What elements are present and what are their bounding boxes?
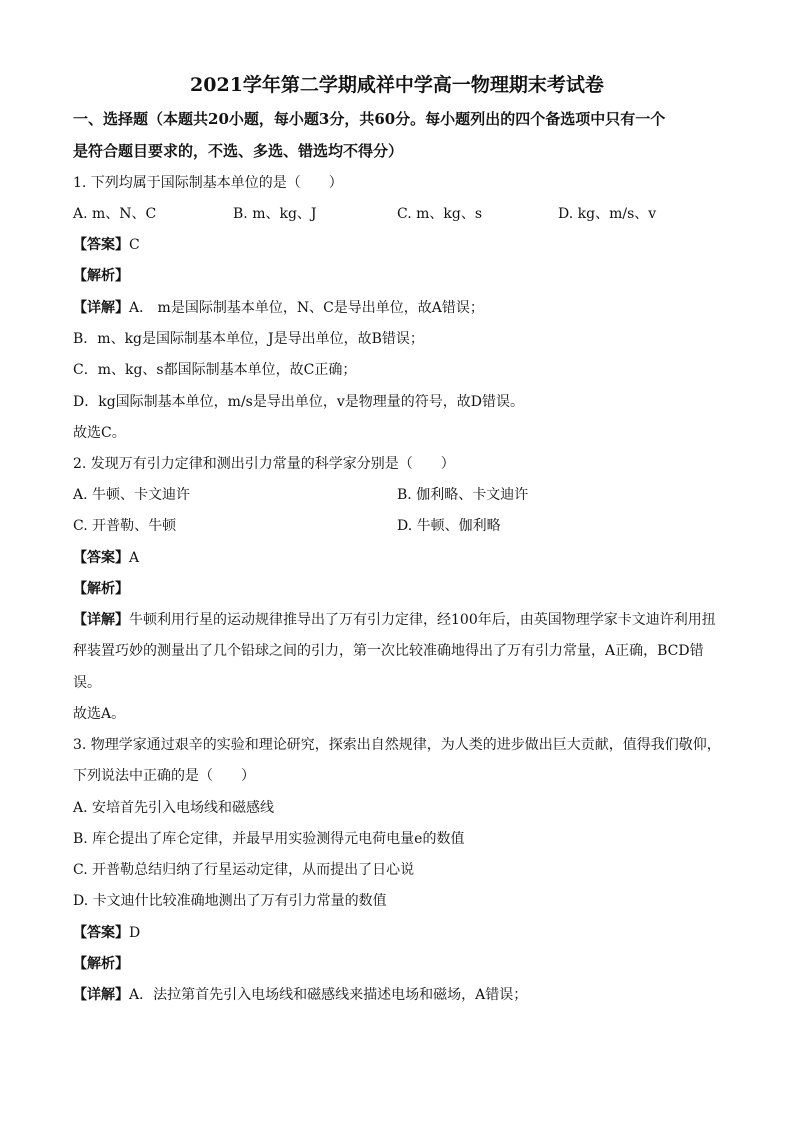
answer-value: D — [129, 925, 141, 941]
q2-option-c: C. 开普勒、牛顿 — [73, 518, 177, 534]
section-heading-line1: 一、选择题（本题共20小题，每小题3分，共60分。每小题列出的四个备选项中只有一个 — [73, 110, 666, 128]
q2-conclusion: 故选A。 — [73, 706, 126, 722]
q3-option-b: B. 库仑提出了库仑定律，并最早用实验测得元电荷电量e的数值 — [73, 831, 465, 847]
page-title: 2021学年第二学期咸祥中学高一物理期末考试卷 — [190, 74, 604, 96]
detail-tag: 【详解】 — [73, 987, 129, 1003]
q2-option-b: B. 伽利略、卡文迪许 — [397, 487, 529, 503]
q1-stem: 1. 下列均属于国际制基本单位的是（ ） — [73, 175, 343, 191]
section-heading-line2: 是符合题目要求的，不选、多选、错选均不得分） — [73, 142, 404, 160]
q1-detail-line: B．m、kg是国际制基本单位，J是导出单位，故B错误； — [73, 331, 424, 347]
detail-tag: 【详解】 — [73, 612, 129, 628]
detail-tag: 【详解】 — [73, 300, 129, 316]
detail-text: A． m是国际制基本单位，N、C是导出单位，故A错误； — [129, 300, 484, 316]
q3-answer — [73, 922, 140, 942]
q3-analysis-tag: 【解析】 — [73, 956, 129, 972]
q2-option-a: A. 牛顿、卡文迪许 — [73, 487, 191, 503]
q3-option-d: D. 卡文迪什比较准确地测出了万有引力常量的数值 — [73, 893, 387, 909]
q1-detail-line — [73, 297, 484, 317]
answer-value: A — [129, 550, 140, 566]
q1-conclusion: 故选C。 — [73, 425, 126, 441]
q2-detail-line — [73, 609, 716, 629]
answer-tag: 【答案】 — [73, 550, 129, 566]
q2-detail-line: 秤装置巧妙的测量出了几个铅球之间的引力，第一次比较准确地得出了万有引力常量，A正确，BCD错 — [73, 643, 704, 659]
q2-detail-line: 误。 — [73, 675, 101, 691]
q1-option-b: B. m、kg、J — [233, 206, 317, 222]
q1-option-c: C. m、kg、s — [397, 206, 483, 222]
detail-text: A．法拉第首先引入电场线和磁感线来描述电场和磁场，A错误； — [129, 987, 528, 1003]
answer-tag: 【答案】 — [73, 237, 129, 253]
q3-stem-line2: 下列说法中正确的是（ ） — [73, 768, 255, 784]
detail-text: 牛顿利用行星的运动规律推导出了万有引力定律，经100年后，由英国物理学家卡文迪许利用扭 — [129, 612, 716, 628]
q2-analysis-tag: 【解析】 — [73, 581, 129, 597]
q3-stem-line1: 3. 物理学家通过艰辛的实验和理论研究，探索出自然规律，为人类的进步做出巨大贡献，值得我们敬仰， — [73, 737, 721, 753]
q1-detail-line: D．kg国际制基本单位，m/s是导出单位，v是物理量的符号，故D错误。 — [73, 394, 524, 410]
q1-answer — [73, 234, 140, 254]
q1-option-d: D. kg、m/s、v — [558, 206, 657, 222]
q2-answer — [73, 547, 139, 567]
answer-tag: 【答案】 — [73, 925, 129, 941]
answer-value: C — [129, 237, 140, 253]
q1-detail-line: C．m、kg、s都国际制基本单位，故C正确； — [73, 362, 357, 378]
q3-detail-line — [73, 984, 527, 1004]
q2-stem: 2. 发现万有引力定律和测出引力常量的科学家分别是（ ） — [73, 456, 455, 472]
q1-analysis-tag: 【解析】 — [73, 268, 129, 284]
q3-option-a: A. 安培首先引入电场线和磁感线 — [73, 800, 275, 816]
q1-option-a: A. m、N、C — [73, 206, 157, 222]
q3-option-c: C. 开普勒总结归纳了行星运动定律，从而提出了日心说 — [73, 862, 415, 878]
q2-option-d: D. 牛顿、伽利略 — [397, 518, 501, 534]
